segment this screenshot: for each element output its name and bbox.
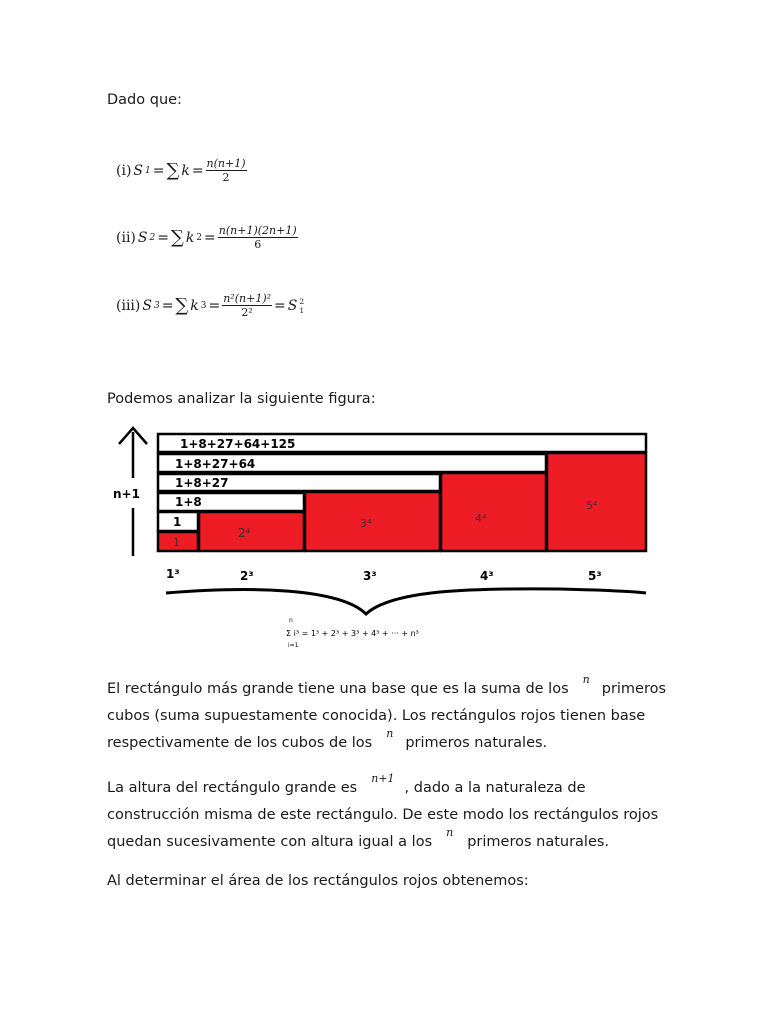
red-rect-4-label: 4⁴ [475, 512, 487, 525]
p1-line2: cubos (suma supuestamente conocida). Los rectángulos rojos tienen base [107, 708, 646, 724]
formula-iii-var: k [190, 297, 199, 314]
base-label-2: 2³ [240, 569, 254, 583]
formula-ii-lhs-sub: 2 [149, 232, 156, 243]
sum-bar-1-label: 1 [173, 515, 182, 529]
equals-sign: = [152, 162, 165, 179]
equals-sign: = [191, 162, 204, 179]
formula-iii-rhs: S [287, 297, 298, 314]
sum-limit-bottom: i=1 [288, 642, 299, 649]
formula-i [116, 157, 247, 184]
p1-line1a: El rectángulo más grande tiene una base que es la suma de los [107, 681, 569, 697]
red-rect-2 [199, 512, 304, 551]
sigma-icon: ∑ [170, 227, 184, 248]
red-rect-4 [441, 473, 546, 551]
equals-sign: = [208, 297, 221, 314]
formula-iii-denominator: 2² [241, 306, 253, 319]
formula-i-denominator: 2 [222, 171, 230, 184]
formula-ii-lhs: S [137, 229, 148, 246]
formula-ii [116, 224, 298, 251]
sum-limit-top: n [289, 617, 293, 624]
paragraph-3: Al determinar el área de los rectángulos rojos obtenemos: [107, 873, 529, 889]
formula-i-lhs: S [133, 162, 143, 179]
red-rect-5-label: 5⁴ [586, 499, 598, 512]
formula-ii-var: k [185, 229, 195, 246]
formula-ii-denominator: 6 [254, 238, 262, 251]
sum-bar-3-label: 1+8+27 [175, 476, 229, 490]
base-label-4: 4³ [480, 569, 494, 583]
formula-iii [116, 292, 304, 319]
formula-iii-label: (iii) [116, 297, 141, 314]
formula-iii-lhs: S [142, 297, 152, 314]
sigma-icon: ∑ [175, 295, 189, 316]
p2-line1b: , dado a la naturaleza de [404, 780, 586, 796]
formula-i-label: (i) [116, 162, 132, 179]
base-label-1: 1³ [166, 567, 180, 581]
formula-i-fraction [206, 157, 247, 184]
base-label-5: 5³ [588, 569, 602, 583]
red-rect-3-label: 3⁴ [360, 517, 372, 530]
equals-sign: = [204, 229, 216, 246]
p1-var-n: n [582, 673, 590, 686]
paragraph-1 [107, 673, 667, 757]
formula-iii-exp: 3 [200, 300, 207, 311]
p1-line1b: primeros [601, 681, 667, 697]
p2-var-n: n [446, 826, 454, 839]
formula-iii-rhs-sub: 1 [299, 305, 305, 315]
formula-ii-label: (ii) [116, 229, 136, 246]
base-label-3: 3³ [363, 569, 377, 583]
formula-i-lhs-sub: 1 [145, 165, 151, 176]
p2-var-n-plus-1: n+1 [371, 772, 395, 785]
figure-intro-text: Podemos analizar la siguiente figura: [107, 391, 376, 407]
red-rect-3 [305, 492, 440, 551]
intro-text: Dado que: [107, 92, 182, 108]
equals-sign: = [274, 297, 286, 314]
formula-ii-fraction [218, 224, 298, 251]
red-rect-2-label: 2⁴ [238, 526, 251, 540]
brace-icon [166, 589, 646, 614]
p2-line3a: quedan sucesivamente con altura igual a los [107, 834, 433, 850]
formula-i-numerator: n(n+1) [206, 157, 246, 170]
sigma-icon: ∑ [166, 160, 180, 181]
formula-i-var: k [181, 162, 190, 179]
formula-iii-numerator: n²(n+1)² [223, 292, 272, 305]
p1-line3b: primeros naturales. [405, 735, 548, 751]
formula-iii-lhs-sub: 3 [153, 300, 160, 311]
equals-sign: = [161, 297, 174, 314]
height-label: n+1 [113, 487, 140, 501]
p2-line1a: La altura del rectángulo grande es [107, 780, 358, 796]
equals-sign: = [157, 229, 169, 246]
paragraph-2 [107, 772, 667, 856]
p1-line3a: respectivamente de los cubos de los [107, 735, 373, 751]
cubes-figure [0, 420, 768, 660]
formula-iii-fraction [222, 292, 272, 319]
formula-ii-exp: 2 [196, 232, 203, 243]
p2-line2: construcción misma de este rectángulo. De este modo los rectángulos rojos [107, 807, 659, 823]
sum-bar-4-label: 1+8+27+64 [175, 457, 256, 471]
red-rect-1-label: 1 [173, 536, 180, 549]
sum-bar-5-label: 1+8+27+64+125 [180, 437, 296, 451]
formula-ii-numerator: n(n+1)(2n+1) [218, 224, 297, 237]
formula-iii-rhs-exp: 2 [299, 296, 305, 306]
sum-bar-2-label: 1+8 [175, 495, 202, 509]
p1-var-n-2: n [386, 727, 394, 740]
p2-line3b: primeros naturales. [467, 834, 610, 850]
sum-formula: Σ i³ = 1³ + 2³ + 3³ + 4³ + ··· + n³ [286, 629, 419, 638]
